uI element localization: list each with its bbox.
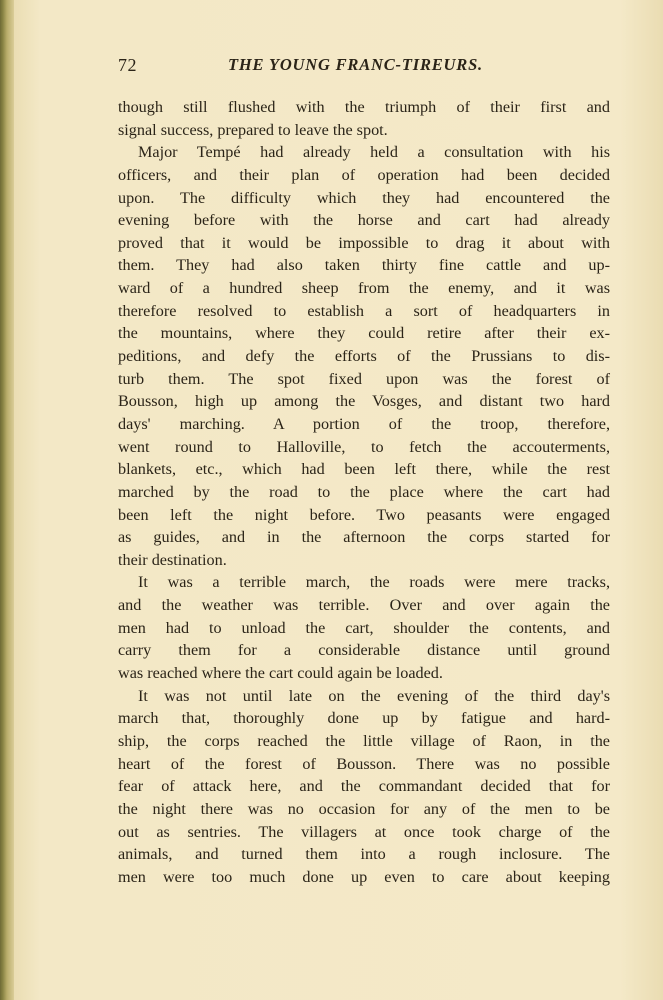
text-line: ship, the corps reached the little village of Raon, in the <box>118 731 610 750</box>
text-line: evening before with the horse and cart had already <box>118 211 610 230</box>
text-line: turb them. The spot fixed upon was the forest of <box>118 369 610 388</box>
text-line: officers, and their plan of operation had been decided <box>118 165 610 184</box>
text-line: ward of a hundred sheep from the enemy, and it was <box>118 279 610 298</box>
text-line: men had to unload the cart, shoulder the contents, and <box>118 618 610 637</box>
text-line: went round to Halloville, to fetch the accouterments, <box>118 437 610 456</box>
text-line: It was a terrible march, the roads were mere tracks, <box>138 573 610 592</box>
text-line: fear of attack here, and the commandant decided that for <box>118 777 610 796</box>
text-line: the mountains, where they could retire after their ex- <box>118 324 610 343</box>
page-header <box>118 55 610 79</box>
text-line: was reached where the cart could again be loaded. <box>118 664 443 683</box>
text-line: therefore resolved to establish a sort of headquarters in <box>118 301 610 320</box>
text-line: marched by the road to the place where the cart had <box>118 482 610 501</box>
text-line: signal success, prepared to leave the spot. <box>118 120 388 139</box>
text-line: Bousson, high up among the Vosges, and distant two hard <box>118 392 610 411</box>
text-line: carry them for a considerable distance until ground <box>118 641 610 660</box>
page-number: 72 <box>118 55 137 75</box>
text-line: heart of the forest of Bousson. There was no possible <box>118 754 610 773</box>
text-line: out as sentries. The villagers at once took charge of the <box>118 822 610 841</box>
text-line: though still flushed with the triumph of their first and <box>118 98 610 116</box>
running-head: THE YOUNG FRANC-TIREURS. <box>228 55 483 74</box>
text-line: animals, and turned them into a rough inclosure. The <box>118 845 610 864</box>
text-line: been left the night before. Two peasants were engaged <box>118 505 610 524</box>
text-line: them. They had also taken thirty fine cattle and up- <box>118 256 610 275</box>
body-text <box>118 96 610 888</box>
text-line: blankets, etc., which had been left there, while the rest <box>118 460 610 479</box>
text-line: march that, thoroughly done up by fatigue and hard- <box>118 709 610 728</box>
text-line: It was not until late on the evening of the third day's <box>138 686 610 705</box>
text-line: days' marching. A portion of the troop, therefore, <box>118 414 610 433</box>
text-line: and the weather was terrible. Over and over again the <box>118 596 610 615</box>
text-line: Major Tempé had already held a consultation with his <box>138 143 610 162</box>
text-line: men were too much done up even to care about keeping <box>118 867 610 886</box>
text-line: the night there was no occasion for any of the men to be <box>118 799 610 818</box>
text-line: upon. The difficulty which they had encountered the <box>118 188 610 207</box>
text-line: peditions, and defy the efforts of the Prussians to dis- <box>118 347 610 366</box>
binding-edge <box>0 0 14 1000</box>
text-line: their destination. <box>118 550 227 569</box>
text-line: proved that it would be impossible to drag it about with <box>118 233 610 252</box>
text-line: as guides, and in the afternoon the corps started for <box>118 528 610 547</box>
